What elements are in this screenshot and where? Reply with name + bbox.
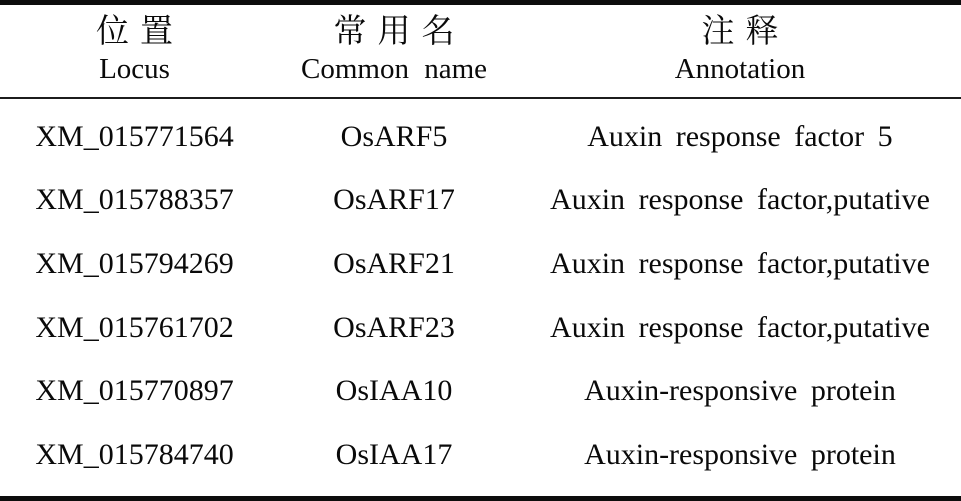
cell-locus: XM_015784740	[35, 437, 234, 471]
cell-locus: XM_015794269	[35, 246, 234, 280]
cell-locus: XM_015761702	[35, 310, 234, 344]
table-header	[0, 5, 961, 99]
header-annotation-en: Annotation	[674, 53, 806, 86]
header-locus-zh: 位置	[96, 13, 185, 50]
cell-annotation: Auxin response factor,putative	[550, 246, 930, 280]
table-row	[0, 311, 961, 346]
cell-common-name: OsIAA10	[335, 374, 453, 408]
cell-common-name: OsARF21	[333, 246, 455, 280]
cell-common-name: OsIAA17	[335, 437, 453, 471]
cell-common-name: OsARF23	[333, 310, 455, 344]
table-row	[0, 438, 961, 473]
table-row	[0, 120, 961, 155]
header-common-en: Common name	[301, 53, 488, 86]
header-row-chinese	[0, 14, 961, 50]
table-row	[0, 374, 961, 409]
cell-common-name: OsARF5	[340, 119, 448, 153]
cell-annotation: Auxin-responsive protein	[584, 374, 896, 408]
cell-locus: XM_015770897	[35, 374, 234, 408]
cell-annotation: Auxin-responsive protein	[584, 437, 896, 471]
header-row-english	[0, 54, 961, 86]
cell-locus: XM_015788357	[35, 183, 234, 217]
cell-locus: XM_015771564	[35, 119, 234, 153]
header-common-zh: 常用名	[333, 13, 466, 50]
header-annotation-zh: 注释	[701, 13, 790, 50]
header-locus-en: Locus	[99, 53, 170, 86]
cell-common-name: OsARF17	[333, 183, 455, 217]
cell-annotation: Auxin response factor 5	[587, 119, 893, 153]
table-row	[0, 247, 961, 282]
table-row	[0, 183, 961, 218]
cell-annotation: Auxin response factor,putative	[550, 183, 930, 217]
cell-annotation: Auxin response factor,putative	[550, 310, 930, 344]
table-body	[0, 99, 961, 493]
